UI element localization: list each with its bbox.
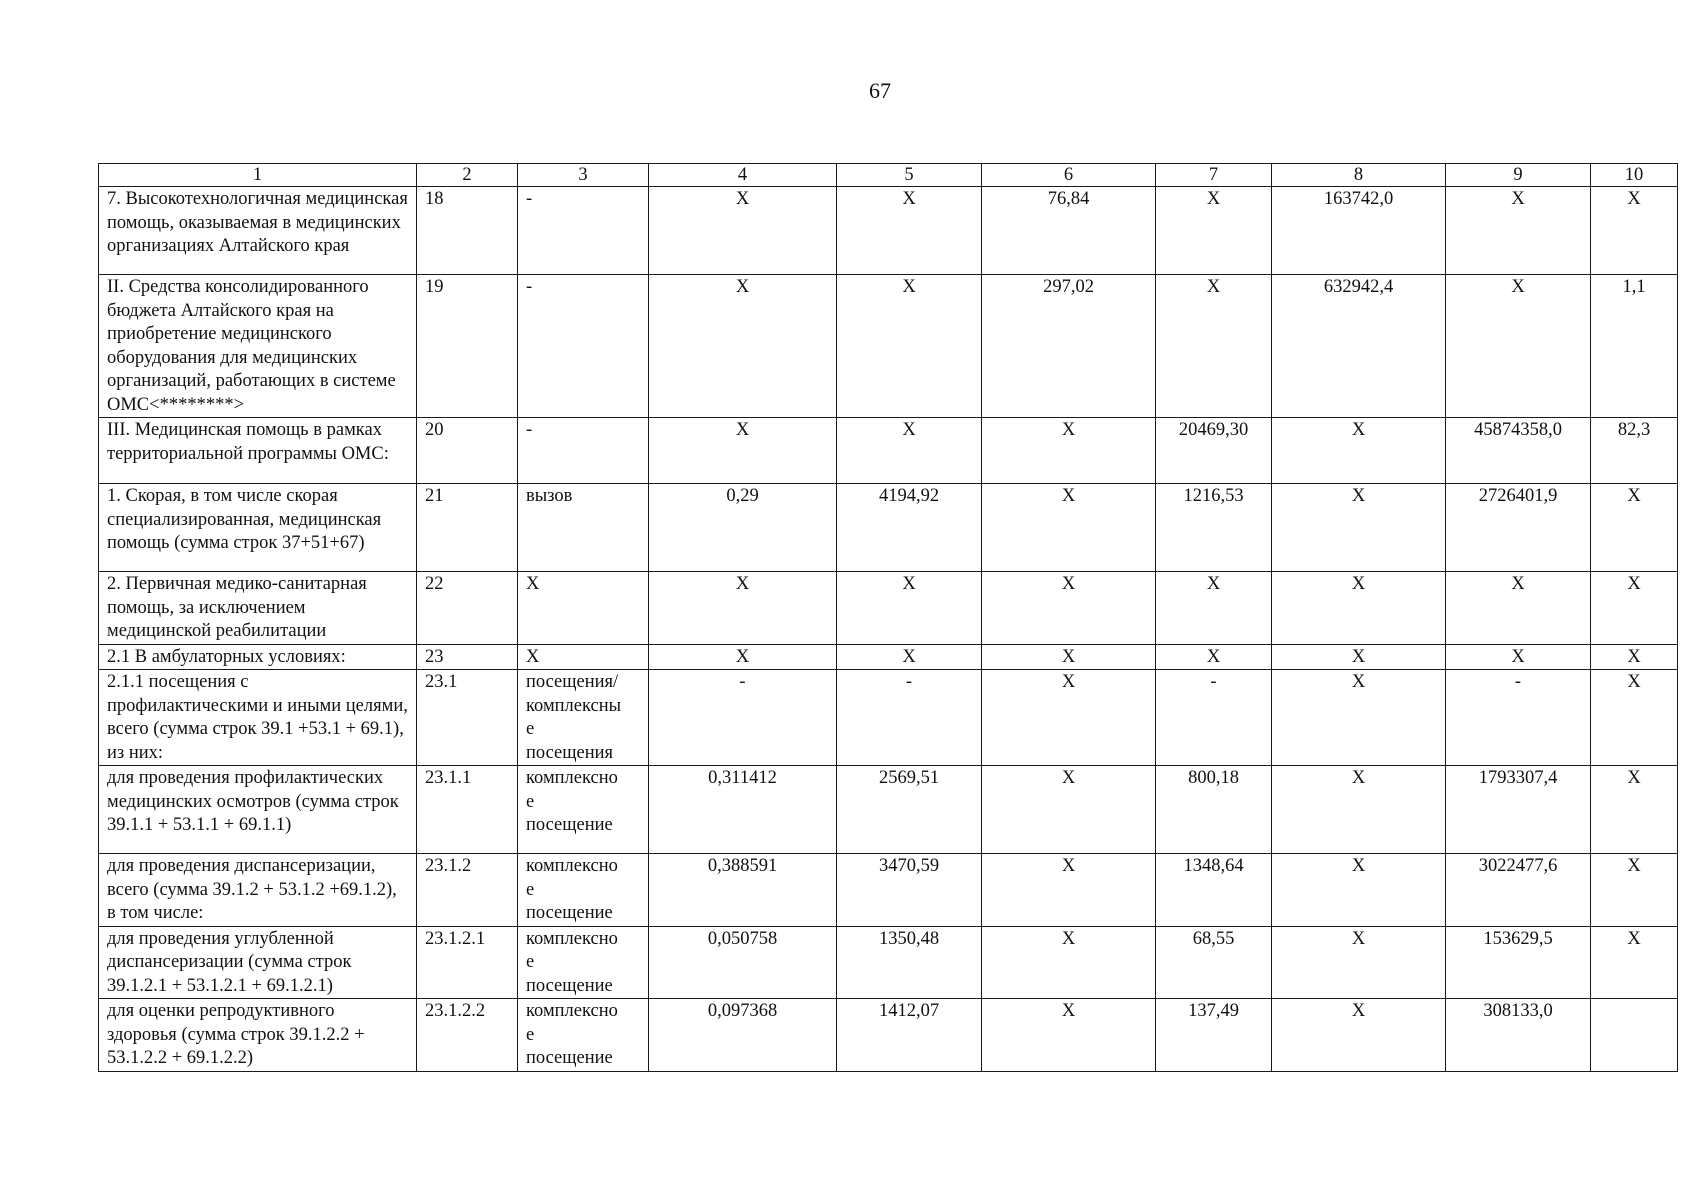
page-number: 67 (869, 78, 891, 103)
col5-cell: Х (837, 187, 982, 275)
col7-cell: Х (1156, 572, 1272, 645)
unit-cell: Х (518, 644, 649, 670)
col9-cell: - (1446, 670, 1591, 766)
col7-cell: Х (1156, 644, 1272, 670)
col4-cell: Х (649, 275, 837, 418)
col10-cell: Х (1591, 670, 1678, 766)
column-number-cell: 2 (417, 164, 518, 187)
row-label-cell: для оценки репродуктивного здоровья (сумма строк 39.1.2.2 + 53.1.2.2 + 69.1.2.2) (99, 999, 417, 1072)
col8-cell: Х (1272, 418, 1446, 484)
row-label-cell: 2.1 В амбулаторных условиях: (99, 644, 417, 670)
column-number-cell: 3 (518, 164, 649, 187)
col7-cell: 137,49 (1156, 999, 1272, 1072)
col10-cell: Х (1591, 766, 1678, 854)
col9-cell: Х (1446, 644, 1591, 670)
col10-cell (1591, 999, 1678, 1072)
unit-cell: комплексно е посещение (518, 926, 649, 999)
row-number-cell: 23.1.2 (417, 854, 518, 927)
col5-cell: - (837, 670, 982, 766)
column-number-cell: 1 (99, 164, 417, 187)
data-table (98, 163, 1678, 1072)
col9-cell: 45874358,0 (1446, 418, 1591, 484)
col10-cell: 82,3 (1591, 418, 1678, 484)
row-number-cell: 18 (417, 187, 518, 275)
col4-cell: Х (649, 187, 837, 275)
col9-cell: 1793307,4 (1446, 766, 1591, 854)
col4-cell: - (649, 670, 837, 766)
col8-cell: Х (1272, 766, 1446, 854)
col5-cell: 1350,48 (837, 926, 982, 999)
col8-cell: Х (1272, 926, 1446, 999)
row-number-cell: 22 (417, 572, 518, 645)
col5-cell: 1412,07 (837, 999, 982, 1072)
col9-cell: Х (1446, 187, 1591, 275)
col4-cell: 0,050758 (649, 926, 837, 999)
col4-cell: 0,388591 (649, 854, 837, 927)
row-label-cell: для проведения профилактических медицинских осмотров (сумма строк 39.1.1 + 53.1.1 + 69.1.1) (99, 766, 417, 854)
col8-cell: Х (1272, 484, 1446, 572)
col4-cell: 0,29 (649, 484, 837, 572)
table-row (99, 572, 1678, 645)
unit-cell: посещения/ комплексны е посещения (518, 670, 649, 766)
col10-cell: 1,1 (1591, 275, 1678, 418)
col10-cell: Х (1591, 926, 1678, 999)
col8-cell: 163742,0 (1272, 187, 1446, 275)
col5-cell: Х (837, 275, 982, 418)
row-label-cell: 7. Высокотехнологичная медицинская помощь, оказываемая в медицинских организациях Алтайского края (99, 187, 417, 275)
col6-cell: Х (982, 484, 1156, 572)
col8-cell: Х (1272, 854, 1446, 927)
table-row (99, 670, 1678, 766)
unit-cell: вызов (518, 484, 649, 572)
row-label-cell: 2.1.1 посещения с профилактическими и иными целями, всего (сумма строк 39.1 +53.1 + 69.1), из них: (99, 670, 417, 766)
col6-cell: Х (982, 926, 1156, 999)
col7-cell: Х (1156, 187, 1272, 275)
unit-cell: комплексно е посещение (518, 854, 649, 927)
col4-cell: Х (649, 644, 837, 670)
col7-cell: 68,55 (1156, 926, 1272, 999)
col10-cell: Х (1591, 644, 1678, 670)
col7-cell: Х (1156, 275, 1272, 418)
column-number-cell: 7 (1156, 164, 1272, 187)
col7-cell: - (1156, 670, 1272, 766)
unit-cell: комплексно е посещение (518, 766, 649, 854)
col7-cell: 1348,64 (1156, 854, 1272, 927)
col8-cell: Х (1272, 999, 1446, 1072)
col5-cell: 4194,92 (837, 484, 982, 572)
col8-cell: Х (1272, 644, 1446, 670)
column-number-row (99, 164, 1678, 187)
row-number-cell: 23.1.1 (417, 766, 518, 854)
col10-cell: Х (1591, 187, 1678, 275)
column-number-cell: 6 (982, 164, 1156, 187)
col10-cell: Х (1591, 854, 1678, 927)
col5-cell: Х (837, 572, 982, 645)
col5-cell: Х (837, 418, 982, 484)
row-number-cell: 19 (417, 275, 518, 418)
col6-cell: 297,02 (982, 275, 1156, 418)
col7-cell: 800,18 (1156, 766, 1272, 854)
col8-cell: 632942,4 (1272, 275, 1446, 418)
row-number-cell: 20 (417, 418, 518, 484)
column-number-cell: 8 (1272, 164, 1446, 187)
unit-cell: Х (518, 572, 649, 645)
row-label-cell: II. Средства консолидированного бюджета Алтайского края на приобретение медицинского оборудования для медицинских организаций, работающих в системе ОМС<********> (99, 275, 417, 418)
col10-cell: Х (1591, 572, 1678, 645)
row-number-cell: 21 (417, 484, 518, 572)
col6-cell: Х (982, 418, 1156, 484)
col6-cell: Х (982, 854, 1156, 927)
unit-cell: - (518, 187, 649, 275)
column-number-cell: 10 (1591, 164, 1678, 187)
col10-cell: Х (1591, 484, 1678, 572)
col6-cell: Х (982, 999, 1156, 1072)
col6-cell: 76,84 (982, 187, 1156, 275)
col7-cell: 1216,53 (1156, 484, 1272, 572)
table-row (99, 275, 1678, 418)
col6-cell: Х (982, 644, 1156, 670)
col9-cell: 308133,0 (1446, 999, 1591, 1072)
col9-cell: Х (1446, 275, 1591, 418)
row-label-cell: 2. Первичная медико-санитарная помощь, за исключением медицинской реабилитации (99, 572, 417, 645)
table-row (99, 926, 1678, 999)
col6-cell: Х (982, 572, 1156, 645)
column-number-cell: 5 (837, 164, 982, 187)
row-number-cell: 23.1.2.1 (417, 926, 518, 999)
col4-cell: 0,097368 (649, 999, 837, 1072)
col8-cell: Х (1272, 572, 1446, 645)
unit-cell: - (518, 418, 649, 484)
col4-cell: Х (649, 572, 837, 645)
col9-cell: 3022477,6 (1446, 854, 1591, 927)
col4-cell: 0,311412 (649, 766, 837, 854)
table-row (99, 484, 1678, 572)
col6-cell: Х (982, 766, 1156, 854)
column-number-cell: 4 (649, 164, 837, 187)
col5-cell: 3470,59 (837, 854, 982, 927)
col6-cell: Х (982, 670, 1156, 766)
unit-cell: - (518, 275, 649, 418)
col9-cell: 153629,5 (1446, 926, 1591, 999)
unit-cell: комплексно е посещение (518, 999, 649, 1072)
table-row (99, 187, 1678, 275)
row-number-cell: 23 (417, 644, 518, 670)
row-number-cell: 23.1 (417, 670, 518, 766)
table-row (99, 644, 1678, 670)
row-label-cell: для проведения диспансеризации, всего (сумма 39.1.2 + 53.1.2 +69.1.2), в том числе: (99, 854, 417, 927)
column-number-cell: 9 (1446, 164, 1591, 187)
table-row (99, 418, 1678, 484)
col5-cell: 2569,51 (837, 766, 982, 854)
row-number-cell: 23.1.2.2 (417, 999, 518, 1072)
row-label-cell: для проведения углубленной диспансеризации (сумма строк 39.1.2.1 + 53.1.2.1 + 69.1.2.1) (99, 926, 417, 999)
row-label-cell: 1. Скорая, в том числе скорая специализированная, медицинская помощь (сумма строк 37+51+67) (99, 484, 417, 572)
col8-cell: Х (1272, 670, 1446, 766)
row-label-cell: III. Медицинская помощь в рамках территориальной программы ОМС: (99, 418, 417, 484)
col9-cell: Х (1446, 572, 1591, 645)
table-row (99, 854, 1678, 927)
table-row (99, 999, 1678, 1072)
col9-cell: 2726401,9 (1446, 484, 1591, 572)
col5-cell: Х (837, 644, 982, 670)
table-row (99, 766, 1678, 854)
col4-cell: Х (649, 418, 837, 484)
col7-cell: 20469,30 (1156, 418, 1272, 484)
